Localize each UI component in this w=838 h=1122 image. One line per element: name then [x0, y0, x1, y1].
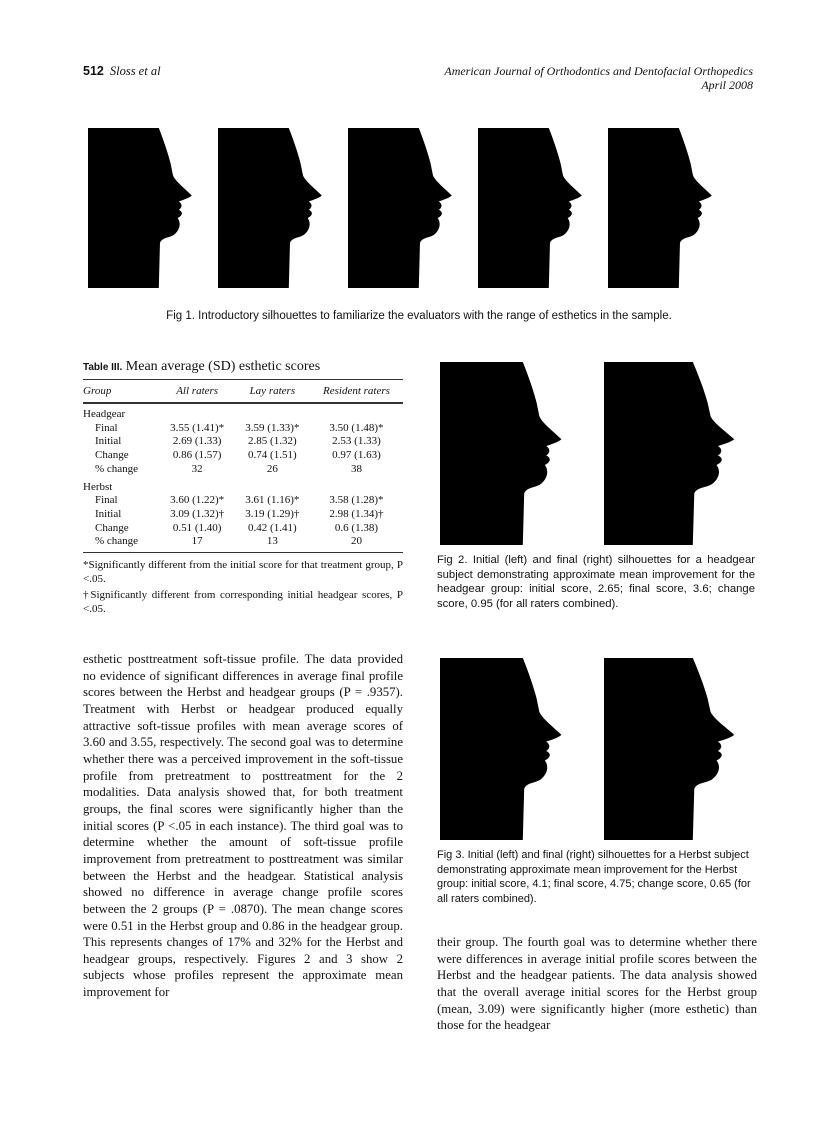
fig1-silhouette [348, 128, 466, 288]
fig2-label: Fig 2. [437, 554, 468, 566]
fig1-silhouette [608, 128, 726, 288]
table-cell: 26 [266, 462, 278, 475]
table-cell: 0.6 (1.38) [334, 521, 378, 534]
fig3-caption [437, 848, 755, 906]
table-row [83, 508, 403, 522]
table-cell: Final [95, 421, 118, 434]
table-row [83, 435, 403, 449]
table-title-text: Mean average (SD) esthetic scores [125, 359, 321, 374]
col-header: Resident raters [310, 380, 403, 404]
table-cell: 0.97 (1.63) [332, 449, 381, 462]
table-cell: 13 [235, 535, 310, 552]
fig2-initial-silhouette [440, 362, 578, 545]
table-cell: 0.51 (1.40) [172, 521, 222, 534]
table-cell: Final [95, 494, 118, 507]
table-cell: % change [83, 535, 160, 552]
issue-date: April 2008 [701, 78, 753, 92]
fig1-caption [83, 309, 755, 324]
fig3-caption-text: Initial (left) and final (right) silhouettes for a Herbst subject demonstrating approximate mean improvement for the Herbst group: initial score, 4.1; final score, 4.75; change score, 0.65 (for all raters combined). [437, 849, 751, 905]
table-cell: Change [95, 449, 129, 462]
table-cell: % change [95, 462, 139, 475]
group-name: Herbst [83, 480, 113, 493]
table-cell: 17 [160, 535, 235, 552]
group-row [83, 403, 403, 422]
table-cell: 3.50 (1.48)* [329, 421, 384, 434]
fig1-silhouette [478, 128, 596, 288]
body-text-right: their group. The fourth goal was to determine whether there were differences in average initial profile scores between the Herbst and the headgear patients. The data analysis showed that the overall average initial scores for the Herbst group (mean, 3.09) were significantly higher (more esthetic) than those for the headgear [437, 935, 757, 1033]
fig1-label: Fig 1. [166, 310, 195, 322]
fig3-final-silhouette [604, 658, 752, 840]
table-row [83, 422, 403, 436]
fig2-caption-text: Initial (left) and final (right) silhouettes for a headgear subject demonstrating approximate mean improvement for the headgear group: initial score, 2.65; final score, 3.6; change score, 0.95 (for all raters combined). [437, 554, 755, 610]
col-header: All raters [160, 380, 235, 404]
table-cell: 3.09 (1.32)† [170, 507, 225, 520]
group-name: Headgear [83, 408, 126, 420]
fig2-final-silhouette [604, 362, 752, 545]
table-footnote: †Significantly different from corresponding initial headgear scores, P <.05. [83, 589, 403, 616]
table-cell: 2.69 (1.33) [172, 435, 222, 448]
fig1-silhouette [218, 128, 336, 288]
body-text-left: esthetic posttreatment soft-tissue profile. The data provided no evidence of significant differences in average final profile scores between the Herbst and headgear groups (P = .9357). Treatment with Herbst or headgear produced equally attractive soft-tissue profiles with mean average scores of 3.60 and 3.55, respectively. The second goal was to determine whether there was a perceived improvement in the soft-tissue profile from pretreatment to posttreatment for the 2 modalities. Data analysis showed that, for both treatment groups, the final scores were significantly higher than the initial scores (P <.05 in each instance). The third goal was to determine whether the amount of soft-tissue profile improvement from pretreatment to posttreatment was similar between the Herbst and the headgear. Statistical analysis showed no difference in average change profile scores between the 2 groups (P = .0870). The mean change scores were 0.51 in the Herbst group and 0.86 in the headgear group. This represents changes of 17% and 32% for the Herbst and headgear groups, respectively. Figures 2 and 3 show 2 subjects whose profiles represent the approximate mean improvement for [83, 652, 403, 1000]
col-header: Group [83, 380, 160, 404]
table-cell: 3.61 (1.16)* [245, 494, 300, 507]
running-header-left [83, 64, 161, 79]
table-cell: 3.19 (1.29)† [245, 507, 300, 520]
fig2-caption [437, 553, 755, 611]
table-cell: 2.98 (1.34)† [329, 507, 384, 520]
table-cell: 3.60 (1.22)* [170, 494, 225, 507]
group-row [83, 477, 403, 495]
authors: Sloss et al [109, 64, 161, 78]
fig3-initial-silhouette [440, 658, 578, 840]
scores-table [83, 379, 403, 553]
table-cell: 2.53 (1.33) [332, 435, 381, 448]
table-cell: 2.85 (1.32) [248, 435, 297, 448]
table-row [83, 494, 403, 508]
table-cell: 0.74 (1.51) [248, 449, 297, 462]
table-cell: 0.86 (1.57) [172, 449, 222, 462]
table-cell: Initial [95, 507, 122, 520]
running-header-right [444, 64, 753, 92]
table-cell: 20 [310, 535, 403, 552]
table-row [83, 535, 403, 552]
table-cell: 0.42 (1.41) [248, 521, 297, 534]
table-footnote: *Significantly different from the initial score for that treatment group, P <.05. [83, 559, 403, 586]
col-header: Lay raters [235, 380, 310, 404]
table-cell: Initial [95, 435, 122, 448]
page-number: 512 [83, 64, 104, 78]
table-cell: Change [95, 521, 129, 534]
fig1-caption-text: Introductory silhouettes to familiarize the evaluators with the range of esthetics in the sample. [198, 310, 672, 322]
journal-name: American Journal of Orthodontics and Dentofacial Orthopedics [444, 64, 753, 78]
table-cell: 3.59 (1.33)* [245, 421, 300, 434]
table-cell: 32 [191, 462, 203, 475]
table-iii [83, 359, 403, 616]
table-cell: 3.58 (1.28)* [329, 494, 384, 507]
table-row [83, 449, 403, 463]
table-title [83, 359, 403, 379]
fig1-silhouette [88, 128, 206, 288]
table-label: Table III. [83, 362, 123, 373]
table-row [83, 463, 403, 477]
table-row [83, 522, 403, 536]
table-cell: 3.55 (1.41)* [170, 421, 225, 434]
table-cell: 38 [350, 462, 362, 475]
fig3-label: Fig 3. [437, 849, 465, 861]
